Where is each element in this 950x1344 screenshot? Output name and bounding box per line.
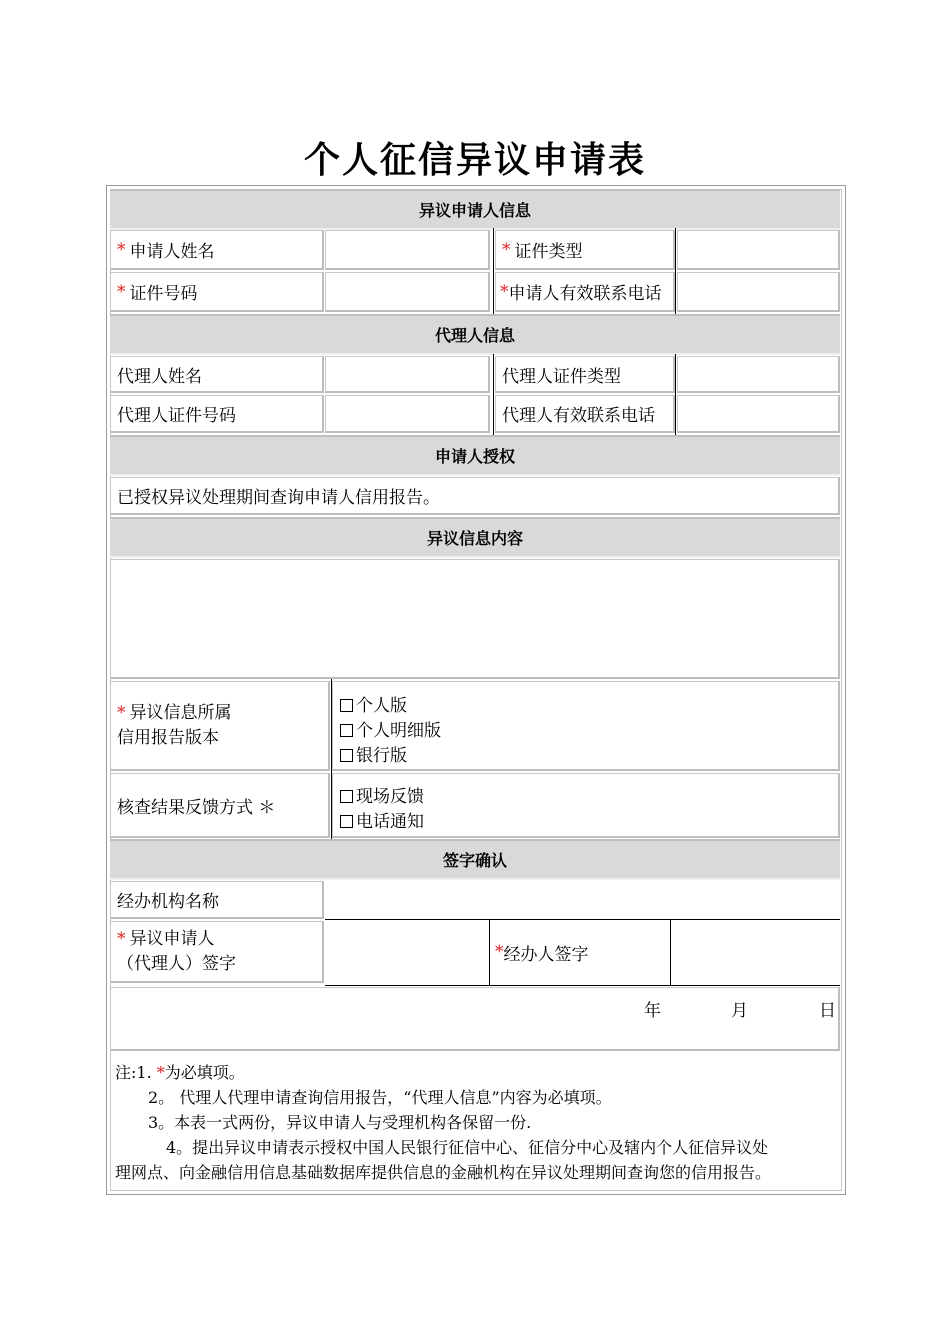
section-header-signature: 签字确认 [110,839,840,880]
applicant-signature-label: * 异议申请人 （代理人）签字 [110,921,324,983]
section-header-authorization: 申请人授权 [110,435,840,476]
option-bank-version[interactable]: 银行版 [340,741,407,766]
agent-phone-label: 代理人有效联系电话 [495,395,675,433]
note-3: 3。本表一式两份，异议申请人与受理机构各保留一份. [148,1113,532,1132]
note-1: 注:1. *为必填项。 [115,1063,245,1082]
checkbox-icon[interactable] [340,790,353,803]
checkbox-icon[interactable] [340,699,353,712]
section-header-agent: 代理人信息 [110,314,840,355]
agent-name-label: 代理人姓名 [110,356,324,393]
required-mark: * [117,239,126,260]
applicant-phone-field[interactable] [677,272,840,312]
organization-name-field[interactable] [325,881,840,919]
applicant-phone-label: * 申请人有效联系电话 [495,272,675,312]
note-4-line-2: 理网点、向金融信用信息基础数据库提供信息的金融机构在异议处理期间查询您的信用报告。 [115,1163,772,1182]
agent-id-type-label: 代理人证件类型 [495,356,675,393]
applicant-id-number-label: * 证件号码 [110,272,324,312]
section-header-applicant: 异议申请人信息 [110,189,840,230]
feedback-method-label: 核查结果反馈方式 ＊ [110,773,330,838]
organization-name-label: 经办机构名称 [110,881,324,919]
date-year: 年 [644,1001,661,1021]
applicant-id-number-field[interactable] [325,272,490,312]
applicant-name-field[interactable] [325,230,490,270]
report-version-label: * 异议信息所属 信用报告版本 [110,681,330,771]
checkbox-icon[interactable] [340,724,353,737]
handler-signature-field[interactable] [672,921,840,983]
option-personal-version[interactable]: 个人版 [340,691,407,716]
note-2: 2。 代理人代理申请查询信用报告，“代理人信息”内容为必填项。 [148,1088,612,1107]
applicant-signature-field[interactable] [325,921,489,983]
option-personal-detail-version[interactable]: 个人明细版 [340,716,441,741]
checkbox-icon[interactable] [340,815,353,828]
date-month: 月 [731,1001,748,1021]
agent-name-field[interactable] [325,356,490,393]
option-onsite-feedback[interactable]: 现场反馈 [340,782,424,807]
authorization-text: 已授权异议处理期间查询申请人信用报告。 [110,477,840,515]
note-4-line-1: 4。提出异议申请表示授权中国人民银行征信中心、征信分中心及辖内个人征信异议处 [166,1138,769,1157]
handler-signature-label: * 经办人签字 [495,942,589,965]
option-phone-notification[interactable]: 电话通知 [340,807,424,832]
agent-id-type-field[interactable] [677,356,840,393]
agent-id-number-field[interactable] [325,395,490,433]
checkbox-icon[interactable] [340,749,353,762]
date-day: 日 [819,1001,836,1021]
form-title: 个人征信异议申请表 [303,140,646,181]
dispute-content-field[interactable] [110,559,840,679]
applicant-id-type-label: * 证件类型 [495,230,675,270]
agent-id-number-label: 代理人证件号码 [110,395,324,433]
applicant-id-type-field[interactable] [677,230,840,270]
section-header-dispute: 异议信息内容 [110,517,840,558]
applicant-name-label: * 申请人姓名 [110,230,324,270]
agent-phone-field[interactable] [677,395,840,433]
